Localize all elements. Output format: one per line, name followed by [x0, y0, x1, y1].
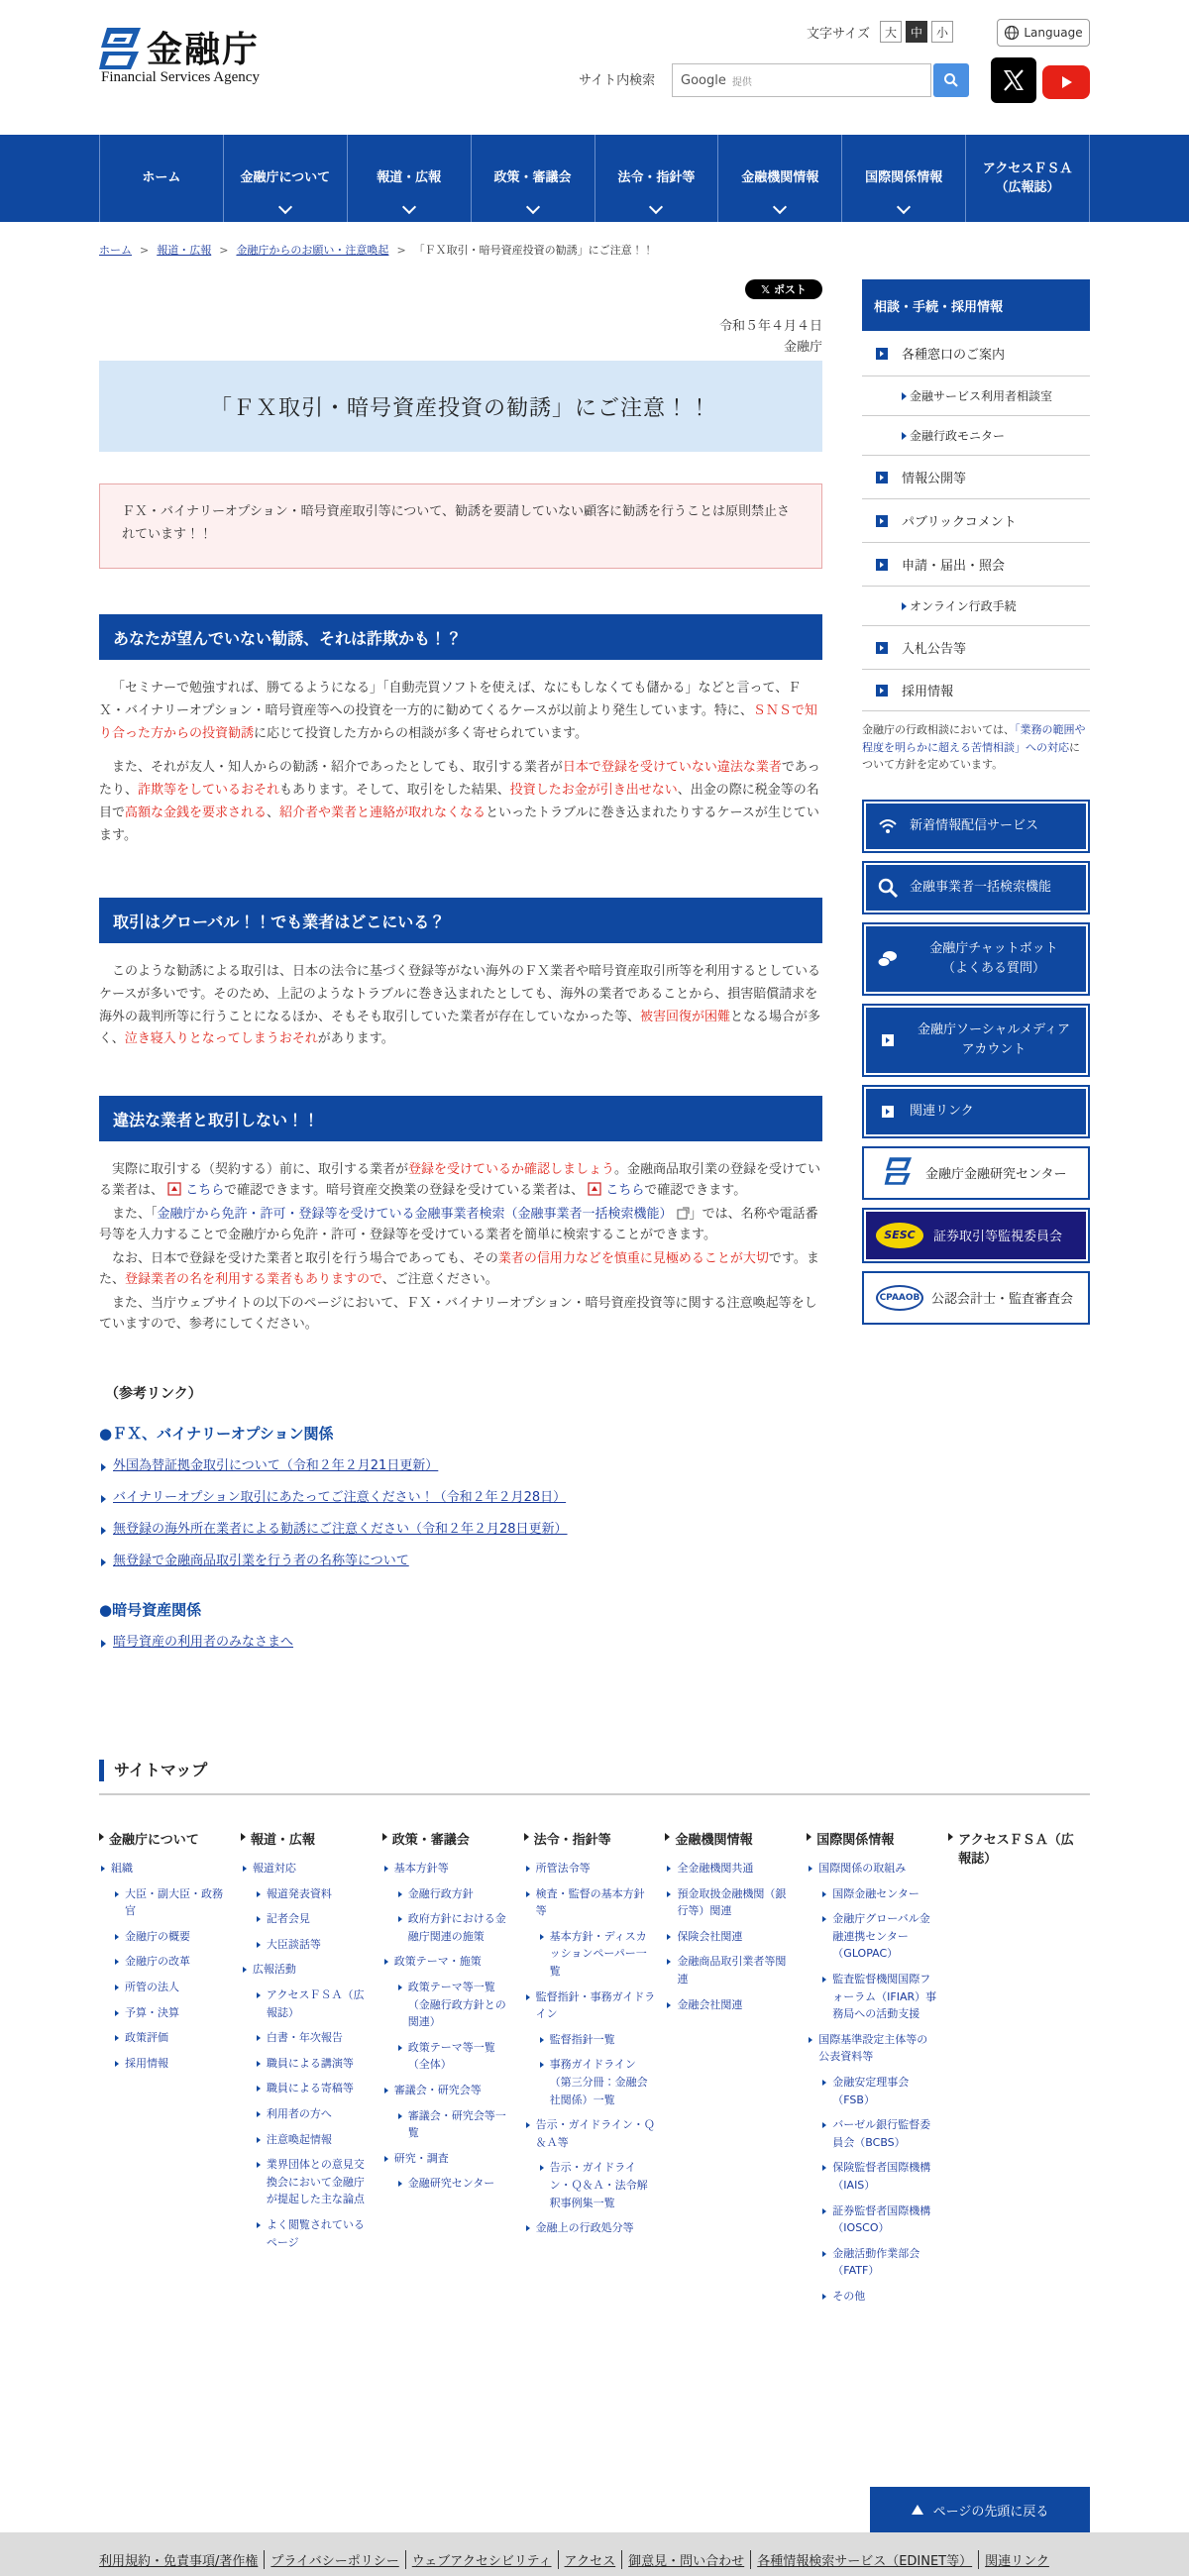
- sitemap-link[interactable]: 大臣談話等: [255, 1936, 373, 1954]
- list-item: [99, 1450, 568, 1482]
- reference-heading: （参考リンク）: [105, 1386, 202, 1402]
- chevron-down-icon: [773, 200, 787, 214]
- reference-fx-heading: ●ＦＸ、バイナリーオプション関係: [99, 1425, 334, 1443]
- sitemap-column-heading[interactable]: 国際関係情報: [807, 1829, 938, 1848]
- sitemap-list: [807, 1860, 938, 2305]
- sitemap-column: [382, 1829, 524, 2312]
- sitemap-link[interactable]: よく閲覧されているページ: [255, 2216, 373, 2251]
- link-batch-search[interactable]: 金融庁から免許・許可・登録等を受けている金融事業者検索（金融事業者一括検索機能）: [157, 1206, 673, 1222]
- paragraph: 実際に取引する（契約する）前に、取引する業者が登録を受けているか確認しましょう。金融商品取引業の登録を受けている業者は、 こちらで確認できます。暗号資産交換業の登録を受けている業者は、 こちらで確認できます。: [99, 1162, 821, 1199]
- link-fi-registry[interactable]: こちら: [185, 1183, 225, 1199]
- reference-link[interactable]: 外国為替証拠金取引について（令和２年２月21日更新）: [113, 1458, 439, 1473]
- logo-japanese-text: 金融庁: [147, 30, 261, 70]
- youtube-play-icon: [1058, 74, 1074, 90]
- sitemap-link[interactable]: 監督指針・事務ガイドライン: [524, 1988, 656, 2023]
- chevron-down-icon: [402, 200, 416, 214]
- research-center-banner[interactable]: 金融庁金融研究センター: [862, 1146, 1090, 1200]
- sitemap-link[interactable]: 金融行政方針: [396, 1885, 514, 1903]
- sitemap-link[interactable]: 保険会社関連: [665, 1928, 797, 1946]
- section-body-global: [99, 961, 822, 1063]
- footer-link[interactable]: プライバシーポリシー: [264, 2550, 404, 2569]
- sitemap-link[interactable]: 政府方針における金融庁関連の施策: [396, 1910, 514, 1945]
- nav-label: 金融庁について: [240, 170, 331, 186]
- sidebar-item-public-comment[interactable]: パブリックコメント: [862, 499, 1090, 543]
- arrow-box-icon: [876, 559, 888, 571]
- site-footer: [0, 2532, 1189, 2576]
- arrow-box-icon: [876, 348, 888, 360]
- back-to-top-button[interactable]: ページの先頭に戻る: [870, 2487, 1090, 2532]
- arrow-box-icon: [876, 642, 888, 654]
- font-size-medium-button[interactable]: 中: [906, 21, 927, 43]
- list-item: [99, 1546, 568, 1577]
- publish-org: 金融庁: [783, 339, 822, 355]
- link-crypto-registry[interactable]: こちら: [605, 1183, 645, 1199]
- paragraph: 「セミナーで勉強すれば、勝てるようになる」「自動売買ソフトを使えば、なにもしなくても儲かる」などと言って、ＦＸ・バイナリーオプション・暗号資産等への投資を一方的に勧めてくるケースが以前より発生しています。特に、ＳＮＳで知り合った方からの投資勧誘に応じて投資した方からの相談が多く寄せられています。: [99, 681, 817, 741]
- chat-bubbles-icon: [876, 947, 900, 971]
- global-nav: [0, 135, 1189, 222]
- nav-item-home[interactable]: [100, 135, 224, 222]
- section-heading-global: 取引はグローバル！！でも業者はどこにいる？: [99, 898, 822, 943]
- sitemap-link[interactable]: 金融上の行政処分等: [524, 2219, 656, 2237]
- sitemap-link[interactable]: 職員による講演等: [255, 2055, 373, 2073]
- nav-item-press[interactable]: [348, 135, 472, 222]
- footer-links: [99, 2550, 1055, 2569]
- reference-fx-list: [99, 1450, 568, 1577]
- google-brand-sub: 提供: [731, 76, 752, 88]
- sitemap-link[interactable]: 審議会・研究会等一覧: [396, 2107, 514, 2142]
- sitemap-link[interactable]: 金融会社関連: [665, 1996, 797, 2014]
- magnifier-icon: [876, 876, 900, 900]
- breadcrumb-link-press[interactable]: 報道・広報: [157, 244, 212, 257]
- sitemap-link[interactable]: 採用情報: [113, 2055, 231, 2073]
- section-heading-illegal: 違法な業者と取引しない！！: [99, 1096, 822, 1141]
- reference-link[interactable]: 無登録の海外所在業者による勧誘にご注意ください（令和２年２月28日更新）: [113, 1522, 568, 1537]
- search-button[interactable]: [933, 63, 969, 97]
- sitemap-link[interactable]: 金融活動作業部会（FATF）: [820, 2245, 938, 2280]
- sitemap-link[interactable]: 金融庁の改革: [113, 1953, 231, 1971]
- arrow-box-icon: [876, 1100, 900, 1124]
- publish-info: [719, 317, 822, 359]
- sidebar-item-disclosure[interactable]: 情報公開等: [862, 456, 1090, 499]
- sitemap-column-heading[interactable]: 報道・広報: [241, 1829, 373, 1848]
- chevron-down-icon: [525, 200, 539, 214]
- sitemap-column-heading[interactable]: 法令・指針等: [524, 1829, 656, 1848]
- pdf-icon: [167, 1182, 181, 1196]
- sidebar-item-applications[interactable]: 申請・届出・照会: [862, 543, 1090, 587]
- sitemap-columns: [99, 1829, 1090, 2312]
- sitemap-link[interactable]: 業界団体との意見交換会において金融庁が提起した主な論点: [255, 2156, 373, 2208]
- sitemap-link[interactable]: 金融商品取引業者等関連: [665, 1953, 797, 1987]
- sitemap-link[interactable]: 研究・調査: [382, 2150, 514, 2168]
- rss-service-button[interactable]: 新着情報配信サービス: [862, 800, 1090, 853]
- reference-crypto-list: [99, 1627, 293, 1659]
- alert-box: ＦＸ・バイナリーオプション・暗号資産取引等について、勧誘を要請していない顧客に勧誘を行うことは原則禁止されています！！: [99, 483, 822, 569]
- footer-link[interactable]: アクセス: [558, 2550, 622, 2569]
- reference-crypto-heading: ●暗号資産関係: [99, 1601, 202, 1619]
- sitemap-link[interactable]: 記者会見: [255, 1910, 373, 1928]
- sitemap-list: [241, 1860, 373, 2251]
- arrow-box-icon: [876, 515, 888, 527]
- paragraph: このような勧誘による取引は、日本の法令に基づく登録等がない海外のＦＸ業者や暗号資産取引所等を利用するとしているケースが多いです。そのため、上記のようなトラブルに巻き込まれたとしても、海外の業者であることから、損害賠償請求を海外の裁判所等に行うことになるほか、そもそも取引していた業者が存在していなかった等、被害回復が困難となる場合が多く、泣き寝入りとなってしまうおそれがあります。: [99, 964, 821, 1047]
- breadcrumb-current: 「ＦＸ取引・暗号資産投資の勧誘」にご注意！！: [413, 244, 654, 257]
- wifi-icon: [876, 814, 900, 838]
- nav-label: 政策・審議会: [493, 170, 572, 186]
- batch-search-button[interactable]: 金融事業者一括検索機能: [862, 861, 1090, 914]
- reference-link[interactable]: 無登録で金融商品取引業を行う者の名称等について: [113, 1554, 409, 1568]
- footer-link[interactable]: 各種情報検索サービス（EDINET等）: [750, 2550, 978, 2569]
- cpaaob-banner[interactable]: CPAAOB 公認会計士・監査審査会: [862, 1271, 1090, 1325]
- reference-link[interactable]: バイナリーオプション取引にあたってご注意ください！（令和２年２月28日）: [113, 1490, 567, 1505]
- post-label: ポスト: [773, 283, 807, 296]
- nav-item-policy[interactable]: [472, 135, 595, 222]
- paragraph: また、「金融庁から免許・許可・登録等を受けている金融事業者検索（金融事業者一括検索機能） 」では、名称や電話番号等を入力することで金融庁から免許・許可・登録等を受けている業者を簡単に検索することができます。: [99, 1206, 818, 1243]
- sitemap-link[interactable]: 事務ガイドライン（第三分冊：金融会社関係）一覧: [538, 2056, 656, 2108]
- google-brand-text: Google: [681, 72, 726, 88]
- sitemap-link[interactable]: 予算・決算: [113, 2004, 231, 2022]
- sidebar-item-consultation[interactable]: 金融サービス利用者相談室: [862, 376, 1090, 416]
- search-input[interactable]: [672, 63, 931, 97]
- breadcrumb-separator: >: [219, 243, 229, 257]
- sitemap-link[interactable]: 基本方針等: [382, 1860, 514, 1878]
- site-search-label: サイト内検索: [579, 73, 656, 88]
- sesc-logo-icon: SESC: [876, 1223, 923, 1248]
- list-item: [99, 1514, 568, 1546]
- sitemap-link[interactable]: 報道発表資料: [255, 1885, 373, 1903]
- font-size-label: 文字サイズ: [807, 26, 870, 42]
- nav-item-access-fsa[interactable]: [966, 135, 1090, 222]
- fsa-logo[interactable]: [99, 22, 297, 91]
- sitemap-link[interactable]: 所管の法人: [113, 1979, 231, 1996]
- sitemap-link[interactable]: バーゼル銀行監督委員会（BCBS）: [820, 2116, 938, 2151]
- fsa-logo-mark-icon: [99, 26, 143, 71]
- sidebar-note-link[interactable]: 「業務の範囲や程度を明らかに超える苦情相談」への対応: [862, 723, 1086, 754]
- arrow-box-icon: [876, 1028, 900, 1052]
- page-title: 「ＦＸ取引・暗号資産投資の勧誘」にご注意！！: [99, 361, 822, 452]
- section-body-illegal: [99, 1159, 822, 1347]
- sitemap-column: [524, 1829, 666, 2312]
- list-item: [99, 1627, 293, 1659]
- external-link-icon: [677, 1207, 690, 1220]
- font-size-switcher: [807, 20, 953, 44]
- sitemap-link[interactable]: 広報活動: [241, 1961, 373, 1979]
- sidebar-note: 金融庁の行政相談においては、「業務の範囲や程度を明らかに超える苦情相談」への対応について方針を定めています。: [862, 723, 1086, 772]
- sitemap-column: [665, 1829, 807, 2312]
- breadcrumb-link-home[interactable]: ホーム: [99, 244, 132, 257]
- sitemap-heading: サイトマップ: [99, 1760, 1090, 1795]
- footer-link[interactable]: 利用規約・免責事項/著作権: [99, 2554, 259, 2569]
- sitemap-column-heading[interactable]: アクセスＦＳＡ（広報誌）: [948, 1829, 1080, 1867]
- chatbot-button[interactable]: 金融庁チャットボット （よくある質問）: [862, 922, 1090, 996]
- nav-item-about[interactable]: [224, 135, 348, 222]
- sitemap-link[interactable]: 告示・ガイドライン・Ｑ＆Ａ等: [524, 2116, 656, 2151]
- section-heading-fraud: あなたが望んでいない勧誘、それは詐欺かも！？: [99, 614, 822, 660]
- footer-link[interactable]: ウェブアクセシビリティ: [405, 2550, 558, 2569]
- sitemap-link[interactable]: 金融研究センター: [396, 2175, 514, 2193]
- sitemap-link[interactable]: 国際基準設定主体等の公表資料等: [807, 2031, 938, 2066]
- paragraph: なお、日本で登録を受けた業者と取引を行う場合であっても、その業者の信用力などを慎重に見極めることが大切です。また、登録業者の名を利用する業者もありますので、ご注意ください。: [99, 1250, 819, 1288]
- x-social-button[interactable]: [991, 57, 1036, 103]
- sitemap-link[interactable]: 保険監督者国際機構（IAIS）: [820, 2159, 938, 2194]
- sitemap-link[interactable]: 国際金融センター: [820, 1885, 938, 1903]
- cpaaob-logo-icon: CPAAOB: [876, 1285, 923, 1311]
- site-header: [0, 0, 1189, 135]
- nav-label: アクセスＦＳＡ （広報誌）: [982, 161, 1073, 195]
- publish-date: 令和５年４月４日: [718, 319, 822, 334]
- chevron-down-icon: [897, 200, 911, 214]
- sitemap-column-heading[interactable]: 金融庁について: [99, 1829, 231, 1848]
- paragraph: また、当庁ウェブサイトの以下のページにおいて、ＦＸ・バイナリーオプション・暗号資産投資等に関する注意喚起等をしていますので、参考にしてください。: [99, 1295, 817, 1333]
- sitemap-link[interactable]: 告示・ガイドライン・Ｑ＆Ａ・法令解釈事例集一覧: [538, 2159, 656, 2211]
- sitemap-list: [665, 1860, 797, 2013]
- globe-icon: [1004, 25, 1020, 41]
- sitemap-list: [524, 1860, 656, 2237]
- footer-link[interactable]: 御意見・問い合わせ: [621, 2550, 750, 2569]
- sitemap-list: [382, 1860, 514, 2193]
- fsa-mini-logo-icon: [884, 1156, 914, 1190]
- font-size-large-button[interactable]: 大: [880, 21, 902, 43]
- pdf-icon: [588, 1182, 601, 1196]
- arrow-box-icon: [876, 685, 888, 697]
- chevron-down-icon: [278, 200, 292, 214]
- social-media-button[interactable]: 金融庁ソーシャルメディア アカウント: [862, 1004, 1090, 1077]
- sitemap-link[interactable]: 職員による寄稿等: [255, 2080, 373, 2097]
- sitemap-link[interactable]: 報道対応: [241, 1860, 373, 1878]
- nav-label: 報道・広報: [377, 170, 442, 186]
- sitemap-link[interactable]: 監督指針一覧: [538, 2031, 656, 2049]
- chevron-down-icon: [649, 200, 663, 214]
- sitemap-link[interactable]: 監査監督機関国際フォーラム（IFIAR）事務局への活動支援: [820, 1971, 938, 2023]
- sitemap-column-heading[interactable]: 金融機関情報: [665, 1829, 797, 1848]
- list-item: [99, 1482, 568, 1514]
- up-arrow-icon: [912, 2505, 923, 2515]
- sitemap-link[interactable]: 政策テーマ等一覧（全体）: [396, 2039, 514, 2074]
- sitemap-link[interactable]: 金融庁グローバル金融連携センター（GLOPAC）: [820, 1910, 938, 1963]
- search-icon: [943, 72, 959, 88]
- breadcrumb-separator: >: [140, 243, 150, 257]
- sitemap-link[interactable]: 金融庁の概要: [113, 1928, 231, 1946]
- sidebar-heading: 相談・手続・採用情報: [862, 279, 1090, 331]
- sitemap-link[interactable]: 所管法令等: [524, 1860, 656, 1878]
- breadcrumb-separator: >: [396, 243, 406, 257]
- nav-label: 国際関係情報: [865, 170, 943, 186]
- sitemap-link[interactable]: 全金融機関共通: [665, 1860, 797, 1878]
- sidebar-item-recruitment[interactable]: 採用情報: [862, 670, 1090, 711]
- sitemap-link[interactable]: 政策テーマ・施策: [382, 1953, 514, 1971]
- sitemap-link[interactable]: 証券監督者国際機構（IOSCO）: [820, 2202, 938, 2237]
- nav-item-international[interactable]: [842, 135, 966, 222]
- sidebar-item-bidding[interactable]: 入札公告等: [862, 626, 1090, 670]
- language-label: Language: [1024, 26, 1083, 40]
- nav-label: ホーム: [142, 170, 181, 186]
- sitemap-column: [241, 1829, 382, 2312]
- sidebar-item-contacts[interactable]: 各種窓口のご案内: [862, 331, 1090, 376]
- language-button[interactable]: [997, 19, 1090, 47]
- sitemap-link[interactable]: アクセスＦＳＡ（広報誌）: [255, 1986, 373, 2021]
- section-body-fraud: [99, 678, 822, 859]
- sitemap-link[interactable]: 預金取扱金融機関（銀行等）関連: [665, 1885, 797, 1920]
- sesc-banner[interactable]: SESC 証券取引等監視委員会: [862, 1208, 1090, 1263]
- x-logo-icon: [1001, 67, 1027, 93]
- sitemap-link[interactable]: その他: [820, 2288, 938, 2306]
- sidebar: [862, 279, 1090, 1333]
- sidebar-item-online-procedures[interactable]: オンライン行政手続: [862, 587, 1090, 626]
- sitemap-list: [99, 1860, 231, 2072]
- breadcrumb-link-notices[interactable]: 金融庁からのお願い・注意喚起: [236, 244, 389, 257]
- sitemap-link[interactable]: 大臣・副大臣・政務官: [113, 1885, 231, 1920]
- sitemap-link[interactable]: 政策評価: [113, 2029, 231, 2047]
- nav-label: 法令・指針等: [617, 170, 696, 186]
- youtube-social-button[interactable]: [1042, 65, 1090, 99]
- sitemap-link[interactable]: 注意喚起情報: [255, 2131, 373, 2149]
- breadcrumb: [99, 242, 654, 258]
- sitemap-column: [99, 1829, 241, 2312]
- logo-english-text: Financial Services Agency: [101, 69, 260, 85]
- sitemap-link[interactable]: 基本方針・ディスカッションペーパー一覧: [538, 1928, 656, 1981]
- sitemap-link[interactable]: 金融安定理事会（FSB）: [820, 2074, 938, 2108]
- sitemap-link[interactable]: 利用者の方へ: [255, 2105, 373, 2123]
- sitemap-column: [807, 1829, 948, 2312]
- nav-label: 金融機関情報: [741, 170, 819, 186]
- sitemap-link[interactable]: 政策テーマ等一覧（金融行政方針との関連）: [396, 1979, 514, 2031]
- paragraph: また、それが友人・知人からの勧誘・紹介であったとしても、取引する業者が日本で登録を受けていない違法な業者であったり、詐欺等をしているおそれもあります。そして、取引をした結果、投資したお金が引き出せない、出金の際に税金等の名目で高額な金銭を要求される、紹介者や業者と連絡が取れなくなるといったトラブルに巻き込まれたりするケースが生じています。: [99, 760, 820, 843]
- x-small-icon: 𝕏: [761, 282, 770, 296]
- related-links-button[interactable]: 関連リンク: [862, 1085, 1090, 1138]
- reference-link[interactable]: 暗号資産の利用者のみなさまへ: [113, 1635, 294, 1650]
- sitemap-link[interactable]: 検査・監督の基本方針等: [524, 1885, 656, 1920]
- sitemap-link[interactable]: 審議会・研究会等: [382, 2082, 514, 2099]
- nav-item-laws[interactable]: [595, 135, 719, 222]
- footer-link[interactable]: 関連リンク: [978, 2550, 1055, 2569]
- sitemap-column-heading[interactable]: 政策・審議会: [382, 1829, 514, 1848]
- arrow-box-icon: [876, 472, 888, 483]
- font-size-small-button[interactable]: 小: [931, 21, 953, 43]
- nav-item-institutions[interactable]: [718, 135, 842, 222]
- x-post-button[interactable]: [745, 279, 822, 299]
- sitemap-link[interactable]: 白書・年次報告: [255, 2029, 373, 2047]
- sidebar-item-monitor[interactable]: 金融行政モニター: [862, 416, 1090, 456]
- sitemap-link[interactable]: 国際関係の取組み: [807, 1860, 938, 1878]
- sitemap-column: [948, 1829, 1090, 2312]
- sitemap-link[interactable]: 組織: [99, 1860, 231, 1878]
